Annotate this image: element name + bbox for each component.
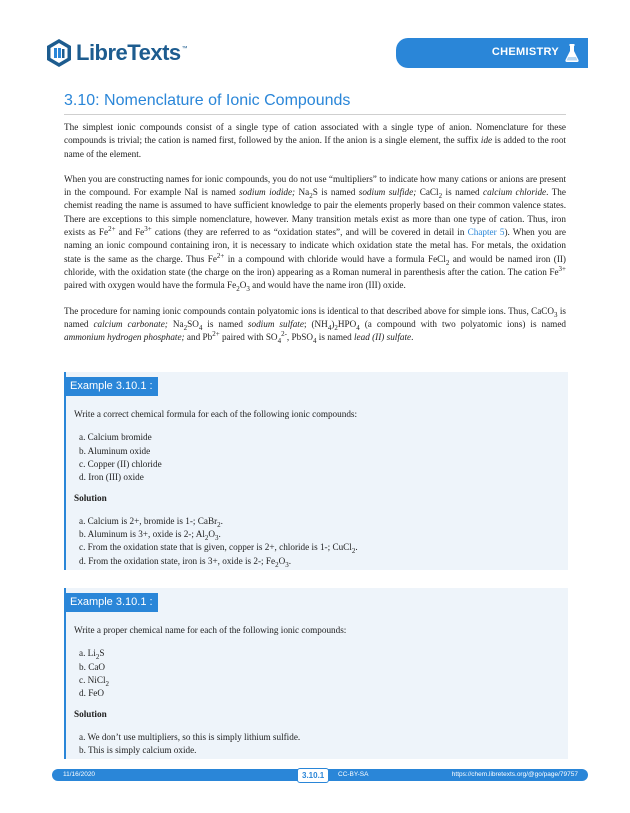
- p3-t26: is named: [316, 332, 354, 343]
- p3-t1: The procedure for naming ionic compounds contain polyatomic ions is identical to that described above for simple ions. Thus, CaCO: [64, 305, 555, 316]
- p2-t17: ). When you are naming an ionic compound containing iron, it is necessary to indicate which oxidation state the metal has. For metals, the oxidation state is the same as the charge. Thus Fe: [64, 227, 566, 264]
- page-footer: [52, 769, 588, 781]
- sol-b-t2: 2: [204, 533, 209, 542]
- list-item: [79, 674, 564, 687]
- p3-t14: 2: [334, 323, 338, 332]
- example2-solution-list: [74, 731, 564, 758]
- example1-prompt: Write a correct chemical formula for each of the following ionic compounds:: [74, 409, 358, 419]
- polyatomic-paragraph: [64, 305, 566, 345]
- p2-t7: CaCl: [416, 187, 439, 198]
- p3-t8: 4: [198, 323, 203, 332]
- p2-t10: calcium chloride: [483, 187, 547, 198]
- p3-t17: (a compound with two polyatomic ions) is named: [359, 318, 566, 329]
- example1-question-list: [74, 431, 564, 484]
- sol-a-t2: 2: [217, 520, 221, 529]
- item-c-t1: c. NiCl: [79, 674, 106, 685]
- list-item: [79, 528, 564, 541]
- sol-d-t4: 3: [285, 560, 289, 569]
- p2-t21: and would be named iron (II) chloride, with the oxidation state (the charge on the iron) appearing as a Roman numeral in parenthesis after the cation. The cation Fe: [64, 253, 566, 277]
- sol-d-t1: d. From the oxidation state, iron is 3+, oxide is 2-; Fe: [79, 555, 276, 566]
- footer-license[interactable]: CC-BY-SA: [338, 771, 369, 778]
- page-title: 3.10: Nomenclature of Ionic Compounds: [64, 92, 566, 115]
- p2-t9: is named: [442, 187, 483, 198]
- example-label-2: Example 3.10.1 :: [66, 593, 158, 612]
- p3-t27: lead (II) sulfate: [353, 332, 412, 343]
- p3-t15: HPO: [337, 318, 357, 329]
- p3-t28: .: [411, 332, 414, 343]
- p3-t19: and Pb: [184, 332, 213, 343]
- p2-t4: 2: [309, 192, 313, 201]
- logo-text: LibreTexts: [76, 40, 181, 65]
- p2-t8: 2: [438, 192, 443, 201]
- p3-t23: 2-: [281, 330, 287, 339]
- sol-c-t2: 2: [351, 547, 356, 556]
- p3-t16: 4: [356, 323, 360, 332]
- page-header: [0, 0, 630, 92]
- p2-t11: . The chemist reading the name is assumed to have sufficient knowledge to pair the elements properly based on their common valence states. There are exceptions to this simple nomenclature, however. Many transition metals exist as more than one type of cation. Thus, iron exists as Fe: [64, 187, 566, 238]
- item-a-t2: 2: [95, 653, 100, 662]
- p2-t19: in a compound with chloride would have a formula FeCl: [224, 253, 446, 264]
- list-item: b. CaO: [79, 661, 106, 672]
- example-box-2: [64, 588, 568, 759]
- sol-b-t1: b. Aluminum is 3+, oxide is 2-; Al: [79, 529, 205, 540]
- list-item: b. Aluminum oxide: [79, 445, 151, 456]
- example-box-1: [64, 372, 568, 570]
- p3-t11: ; (NH: [303, 318, 328, 329]
- p3-t4: calcium carbonate;: [93, 318, 168, 329]
- list-item: [79, 541, 564, 554]
- libretexts-logo-icon: [46, 38, 72, 68]
- p3-t6: 2: [183, 323, 188, 332]
- p3-t7: SO: [187, 318, 199, 329]
- list-item: d. Iron (III) oxide: [79, 472, 144, 483]
- libretexts-logo[interactable]: [46, 38, 188, 68]
- example-body-2: [74, 624, 564, 757]
- p3-t21: paired with SO: [219, 332, 278, 343]
- list-item: d. FeO: [79, 688, 105, 699]
- sol-b-t4: 3: [215, 533, 219, 542]
- p2-t20: 2: [445, 258, 450, 267]
- sol-a-t3: .: [220, 515, 223, 526]
- intro-paragraph: [64, 121, 566, 161]
- p2-t14: 3+: [144, 225, 152, 234]
- p2-t27: and would have the name iron (III) oxide.: [249, 280, 406, 291]
- footer-url-link[interactable]: https://chem.libretexts.org/@go/page/79757: [451, 771, 578, 778]
- example2-solution-heading: Solution: [74, 709, 107, 720]
- list-item: a. Calcium bromide: [79, 432, 152, 443]
- page-number-badge: 3.10.1: [297, 768, 329, 783]
- main-content: [64, 121, 566, 356]
- multipliers-paragraph: [64, 173, 566, 293]
- p3-t13: ): [331, 318, 335, 329]
- sol-d-t3: O: [278, 555, 286, 566]
- item-c-t2: 2: [105, 679, 110, 688]
- p2-t5: S is named: [312, 187, 359, 198]
- p2-t26: 3: [246, 285, 250, 294]
- subject-label: CHEMISTRY: [491, 46, 559, 58]
- item-a-t1: a. Li: [79, 648, 96, 659]
- list-item: c. Copper (II) chloride: [79, 458, 162, 469]
- p2-t24: 2: [236, 285, 240, 294]
- p3-t5: Na: [167, 318, 184, 329]
- example-body-1: [74, 408, 564, 568]
- sol-c-t3: .: [355, 542, 358, 553]
- p2-t3: Na: [295, 187, 310, 198]
- example1-solution-heading: Solution: [74, 493, 107, 504]
- chapter-5-link[interactable]: Chapter 5: [467, 227, 505, 238]
- para1-text-c: is added to the root name of the element.: [64, 135, 566, 159]
- p2-t2: sodium iodide;: [239, 187, 296, 198]
- item-a-t3: S: [99, 648, 105, 659]
- p3-t18: ammonium hydrogen phosphate;: [64, 332, 185, 343]
- list-item: a. We don’t use multipliers, so this is simply lithium sulfide.: [79, 731, 301, 742]
- p2-t12: 2+: [108, 225, 116, 234]
- p2-t25: O: [239, 280, 247, 291]
- p2-t13: and Fe: [115, 227, 145, 238]
- subject-banner[interactable]: [396, 38, 588, 68]
- p3-t20: 2+: [212, 330, 220, 339]
- p3-t10: sodium sulfate: [247, 318, 304, 329]
- list-item: [79, 515, 564, 528]
- p3-t24: , PbSO: [286, 332, 313, 343]
- list-item: [79, 647, 564, 660]
- sol-c-t1: c. From the oxidation state that is given, copper is 2+, chloride is 1-; CuCl: [79, 542, 352, 553]
- p3-t3: is named: [64, 305, 567, 329]
- sol-d-t2: 2: [275, 560, 279, 569]
- example-label-1: Example 3.10.1 :: [66, 377, 158, 396]
- example1-solution-list: [74, 515, 564, 568]
- para1-text-a: The simplest ionic compounds consist of a single type of cation associated with a single type of anion. Nomenclature for these compounds is trivial; the cation is named first, followed by the anion. If the anion is a single element, the suffix: [64, 122, 566, 146]
- para1-italic-ide: ide: [480, 135, 493, 146]
- p2-t23: paired with oxygen would have the formula Fe: [64, 280, 237, 291]
- footer-date: 11/16/2020: [63, 771, 96, 778]
- p2-t22: 3+: [558, 264, 566, 273]
- p2-t15: cations (they are referred to as “oxidation states”, and will be covered in detail in: [151, 227, 468, 238]
- sol-d-t5: .: [288, 555, 291, 566]
- p3-t25: 4: [312, 336, 317, 345]
- example2-prompt: Write a proper chemical name for each of the following ionic compounds:: [74, 625, 347, 635]
- p2-t18: 2+: [216, 251, 225, 260]
- p3-t9: is named: [202, 318, 248, 329]
- sol-b-t3: O: [208, 529, 216, 540]
- p2-t1: When you are constructing names for ionic compounds, you do not use “multipliers” to indicate how many cations or anions are present in the compound. For example NaI is named: [64, 173, 566, 198]
- p2-t6: sodium sulfide;: [358, 187, 417, 198]
- p3-t22: 4: [277, 336, 282, 345]
- logo-trademark: ™: [181, 46, 188, 52]
- example2-question-list: [74, 647, 564, 700]
- p3-t2: 3: [554, 310, 558, 319]
- sol-a-t1: a. Calcium is 2+, bromide is 1-; CaBr: [79, 515, 218, 526]
- sol-b-t5: .: [218, 529, 221, 540]
- list-item: b. This is simply calcium oxide.: [79, 745, 197, 756]
- p3-t12: 4: [327, 323, 332, 332]
- flask-icon: [564, 43, 580, 63]
- list-item: [79, 555, 564, 568]
